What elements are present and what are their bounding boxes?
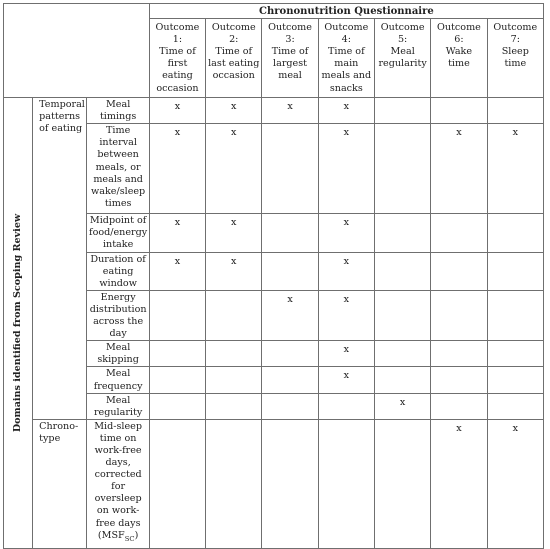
x-mark-cell: x	[262, 98, 318, 124]
x-mark-cell: x	[149, 124, 205, 214]
empty-cell	[374, 98, 430, 124]
empty-cell	[262, 419, 318, 548]
scoping-review-side-label: Domains identified from Scoping Review	[4, 98, 33, 549]
x-mark-cell: x	[318, 124, 374, 214]
table-row	[4, 98, 544, 124]
empty-cell	[374, 290, 430, 340]
subdomain-label: Duration of eating window	[87, 252, 149, 290]
empty-cell	[487, 98, 543, 124]
outcome-header-5: Outcome 5: Meal regularity	[374, 19, 430, 98]
domain-label: Chrono- type	[33, 419, 87, 548]
x-mark-cell: x	[206, 124, 262, 214]
subdomain-label: Midpoint of food/energy intake	[87, 214, 149, 252]
subdomain-label: Mid-sleep time on work-free days, corrected for oversleep on work- free days $(MSF_{SC})$	[87, 419, 149, 548]
empty-cell	[149, 367, 205, 393]
outcome-header-6: Outcome 6: Wake time	[431, 19, 487, 98]
empty-cell	[206, 393, 262, 419]
empty-cell	[374, 252, 430, 290]
subdomain-label: Meal timings	[87, 98, 149, 124]
empty-cell	[487, 341, 543, 367]
x-mark-cell: x	[374, 393, 430, 419]
domain-label: Temporal patterns of eating	[33, 98, 87, 420]
empty-cell	[206, 367, 262, 393]
empty-cell	[431, 252, 487, 290]
empty-cell	[431, 367, 487, 393]
empty-cell	[487, 252, 543, 290]
empty-cell	[431, 290, 487, 340]
empty-cell	[374, 367, 430, 393]
empty-cell	[262, 124, 318, 214]
x-mark-cell: x	[431, 419, 487, 548]
empty-cell	[206, 290, 262, 340]
x-mark-cell: x	[431, 124, 487, 214]
blank-corner-cell	[4, 4, 150, 98]
x-mark-cell: x	[318, 290, 374, 340]
empty-cell	[206, 419, 262, 548]
subdomain-label: Energy distribution across the day	[87, 290, 149, 340]
x-mark-cell: x	[487, 124, 543, 214]
empty-cell	[318, 393, 374, 419]
empty-cell	[262, 252, 318, 290]
x-mark-cell: x	[318, 341, 374, 367]
empty-cell	[262, 214, 318, 252]
empty-cell	[487, 367, 543, 393]
empty-cell	[262, 341, 318, 367]
x-mark-cell: x	[206, 214, 262, 252]
empty-cell	[431, 341, 487, 367]
chrononutrition-mapping-table	[3, 3, 544, 549]
empty-cell	[431, 214, 487, 252]
empty-cell	[262, 393, 318, 419]
x-mark-cell: x	[149, 252, 205, 290]
empty-cell	[206, 341, 262, 367]
empty-cell	[374, 124, 430, 214]
subdomain-label: Meal skipping	[87, 341, 149, 367]
empty-cell	[431, 393, 487, 419]
x-mark-cell: x	[487, 419, 543, 548]
outcome-header-1: Outcome 1: Time of first eating occasion	[149, 19, 205, 98]
subdomain-label: Time interval between meals, or meals and wake/sleep times	[87, 124, 149, 214]
subdomain-label: Meal frequency	[87, 367, 149, 393]
x-mark-cell: x	[206, 252, 262, 290]
x-mark-cell: x	[149, 98, 205, 124]
table-row	[4, 419, 544, 548]
x-mark-cell: x	[206, 98, 262, 124]
x-mark-cell: x	[149, 214, 205, 252]
x-mark-cell: x	[318, 367, 374, 393]
empty-cell	[374, 341, 430, 367]
empty-cell	[487, 393, 543, 419]
outcome-header-7: Outcome 7: Sleep time	[487, 19, 543, 98]
empty-cell	[374, 419, 430, 548]
empty-cell	[318, 419, 374, 548]
outcome-header-2: Outcome 2: Time of last eating occasion	[206, 19, 262, 98]
empty-cell	[487, 290, 543, 340]
empty-cell	[149, 393, 205, 419]
outcome-header-3: Outcome 3: Time of largest meal	[262, 19, 318, 98]
x-mark-cell: x	[318, 98, 374, 124]
empty-cell	[149, 341, 205, 367]
empty-cell	[487, 214, 543, 252]
empty-cell	[149, 290, 205, 340]
x-mark-cell: x	[318, 252, 374, 290]
outcome-header-4: Outcome 4: Time of main meals and snacks	[318, 19, 374, 98]
subdomain-label: Meal regularity	[87, 393, 149, 419]
x-mark-cell: x	[318, 214, 374, 252]
empty-cell	[262, 367, 318, 393]
empty-cell	[374, 214, 430, 252]
empty-cell	[149, 419, 205, 548]
x-mark-cell: x	[262, 290, 318, 340]
empty-cell	[431, 98, 487, 124]
questionnaire-title: Chrononutrition Questionnaire	[149, 4, 543, 19]
